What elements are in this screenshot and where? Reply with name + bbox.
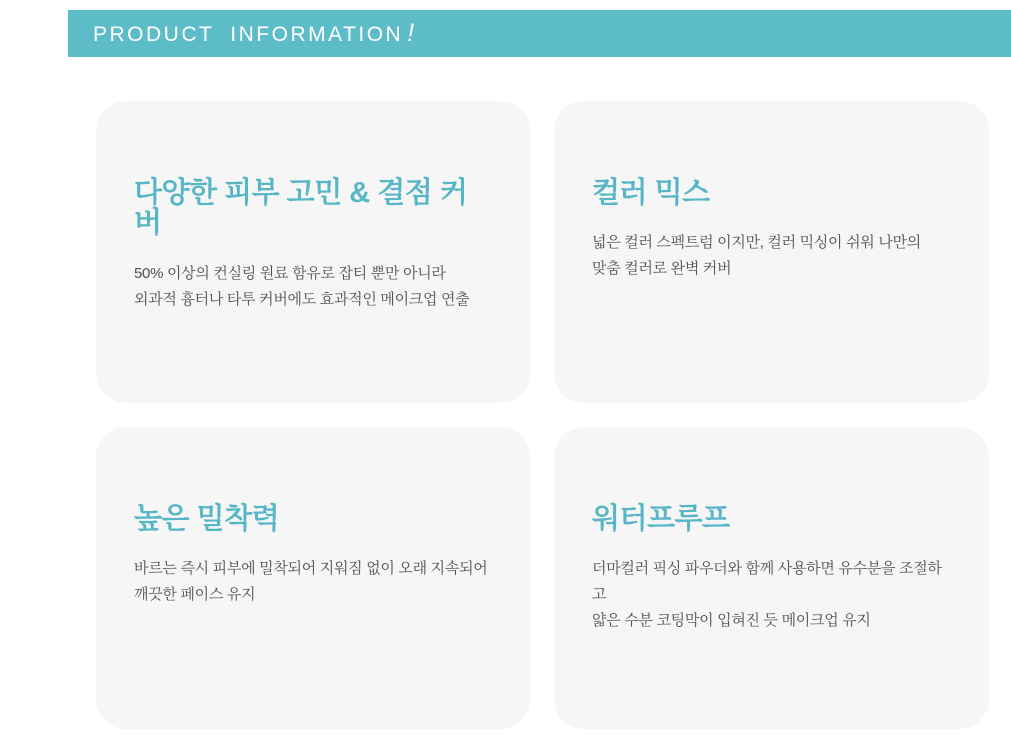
- card-title: 다양한 피부 고민 & 결점 커버: [134, 177, 468, 240]
- card-title: 워터프루프: [592, 503, 730, 535]
- card-body-line: 깨끗한 페이스 유지: [134, 586, 256, 604]
- card-body: [134, 556, 494, 608]
- banner-exclamation: !: [407, 19, 415, 47]
- card-body-line: 맞춤 컬러로 완벽 커버: [592, 260, 732, 278]
- card-body: [134, 261, 494, 313]
- card-title: 높은 밀착력: [134, 503, 280, 535]
- card-body-line: 얇은 수분 코팅막이 입혀진 듯 메이크업 유지: [592, 612, 871, 630]
- card-body-line: 더마컬러 픽싱 파우더와 함께 사용하면 유수분을 조절하고: [592, 560, 942, 604]
- banner-title-text: PRODUCT INFORMATION: [93, 23, 404, 46]
- feature-card-waterproof: [554, 427, 989, 729]
- banner-title: [93, 19, 414, 48]
- card-body: [592, 230, 953, 282]
- product-information-banner: [68, 10, 1011, 57]
- card-body-line: 넓은 컬러 스펙트럼 이지만, 컬러 믹싱이 쉬워 나만의: [592, 234, 921, 252]
- card-body-line: 외과적 흉터나 타투 커버에도 효과적인 메이크업 연출: [134, 290, 470, 308]
- feature-card-skin-concern-cover: [96, 101, 530, 403]
- card-title: 컬러 믹스: [592, 177, 710, 209]
- card-body: [592, 556, 953, 634]
- card-body-line: 50% 이상의 컨실링 원료 함유로 잡티 뿐만 아니라: [134, 264, 446, 282]
- feature-card-color-mix: [554, 101, 989, 403]
- feature-card-high-adhesion: [96, 427, 530, 729]
- card-body-line: 바르는 즉시 피부에 밀착되어 지워짐 없이 오래 지속되어: [134, 560, 488, 578]
- feature-card-grid: [96, 101, 989, 729]
